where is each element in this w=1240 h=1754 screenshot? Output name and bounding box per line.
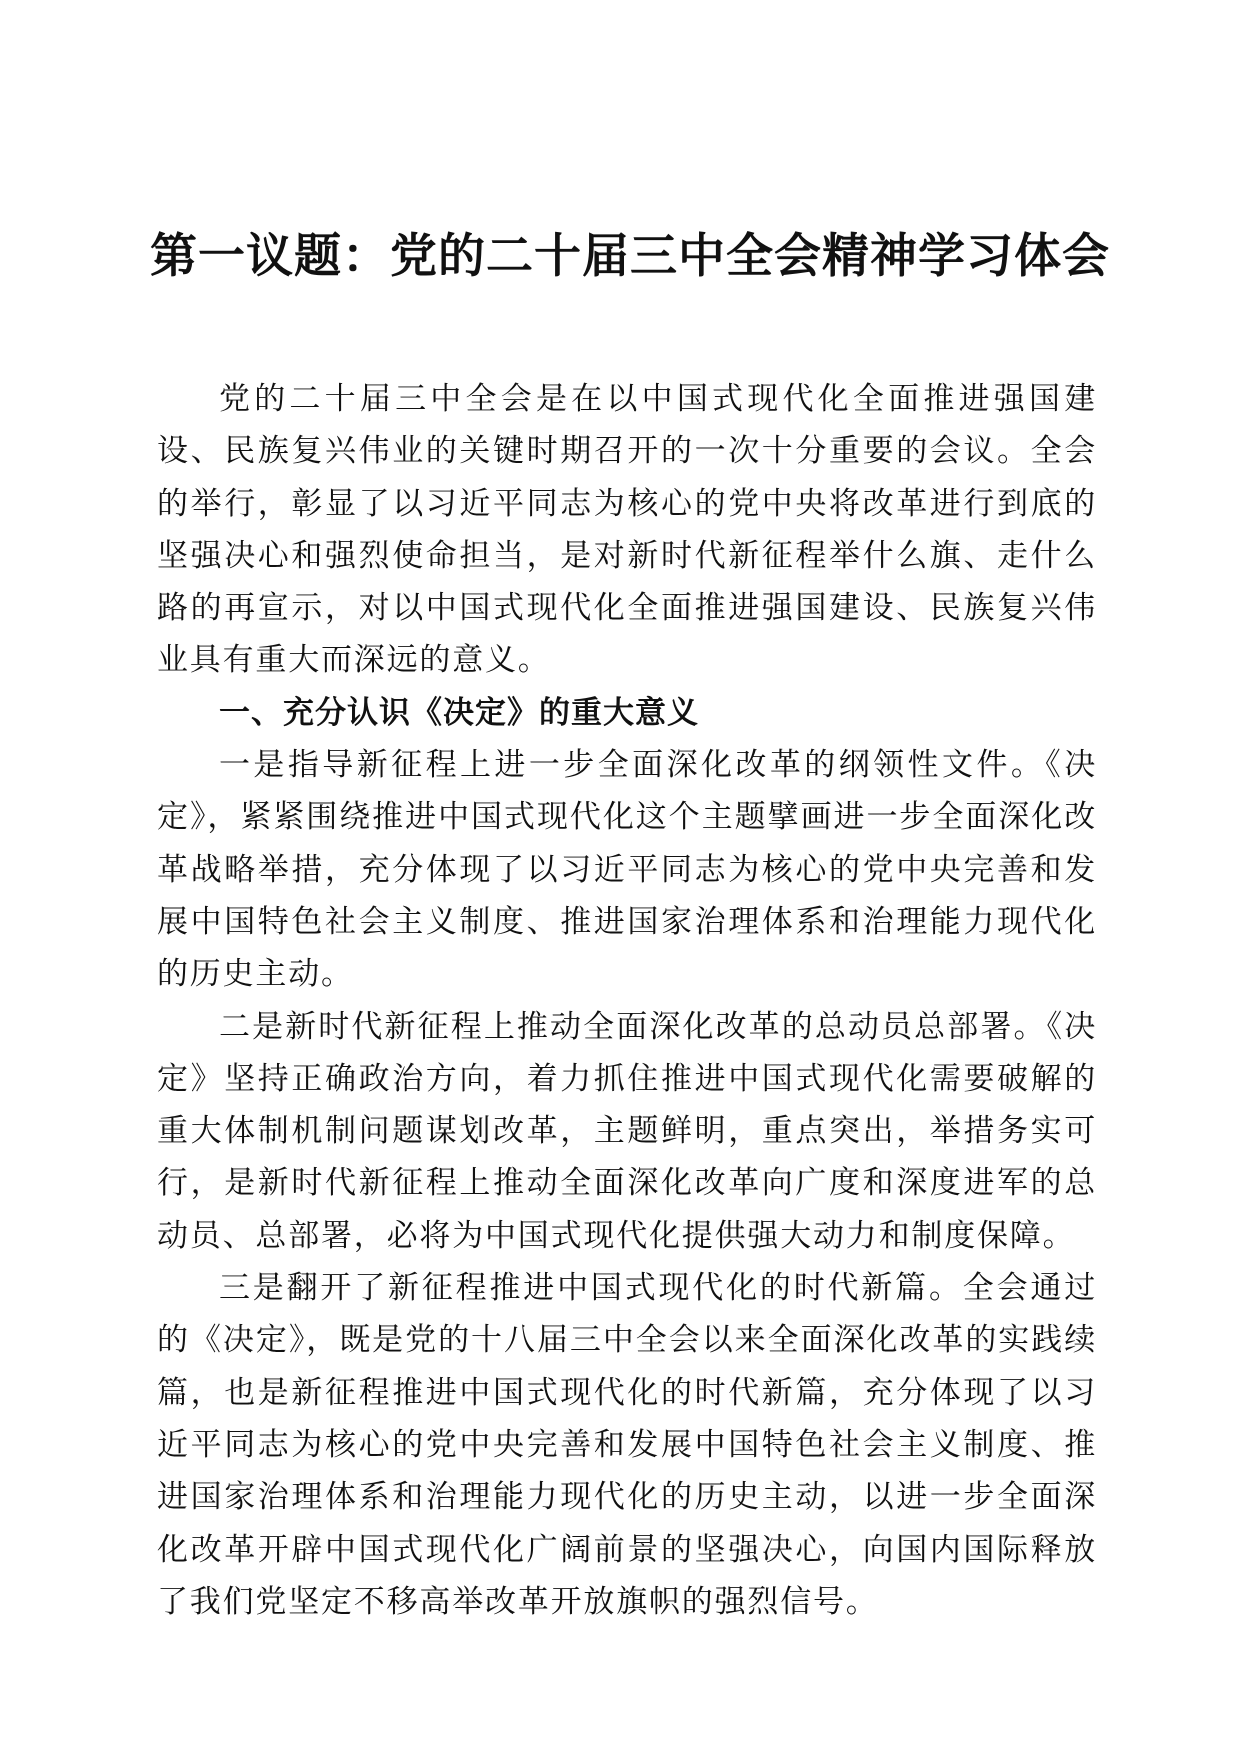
intro-paragraph: 党的二十届三中全会是在以中国式现代化全面推进强国建设、民族复兴伟业的关键时期召开的一次十分重要的会议。全会的举行，彰显了以习近平同志为核心的党中央将改革进行到底的坚强决心和强烈使命担当，是对新时代新征程举什么旗、走什么路的再宣示，对以中国式现代化全面推进强国建设、民族复兴伟业具有重大而深远的意义。	[157, 381, 1097, 679]
section-paragraph-3: 三是翻开了新征程推进中国式现代化的时代新篇。全会通过的《决定》，既是党的十八届三中全会以来全面深化改革的实践续篇，也是新征程推进中国式现代化的时代新篇，充分体现了以习近平同志为核心的党中央完善和发展中国特色社会主义制度、推进国家治理体系和治理能力现代化的历史主动，以进一步全面深化改革开辟中国式现代化广阔前景的坚强决心，向国内国际释放了我们党坚定不移高举改革开放旗帜的强烈信号。	[157, 1270, 1097, 1620]
document-body	[157, 373, 1097, 1628]
section-paragraph-1: 一是指导新征程上进一步全面深化改革的纲领性文件。《决定》，紧紧围绕推进中国式现代化这个主题擘画进一步全面深化改革战略举措，充分体现了以习近平同志为核心的党中央完善和发展中国特色社会主义制度、推进国家治理体系和治理能力现代化的历史主动。	[157, 747, 1097, 993]
section-paragraph-2: 二是新时代新征程上推动全面深化改革的总动员总部署。《决定》坚持正确政治方向，着力抓住推进中国式现代化需要破解的重大体制机制问题谋划改革，主题鲜明，重点突出，举措务实可行，是新时代新征程上推动全面深化改革向广度和深度进军的总动员、总部署，必将为中国式现代化提供强大动力和制度保障。	[157, 1008, 1097, 1254]
section-heading: 一、充分认识《决定》的重大意义	[219, 694, 699, 731]
document-title: 第一议题：党的二十届三中全会精神学习体会	[150, 229, 1110, 284]
